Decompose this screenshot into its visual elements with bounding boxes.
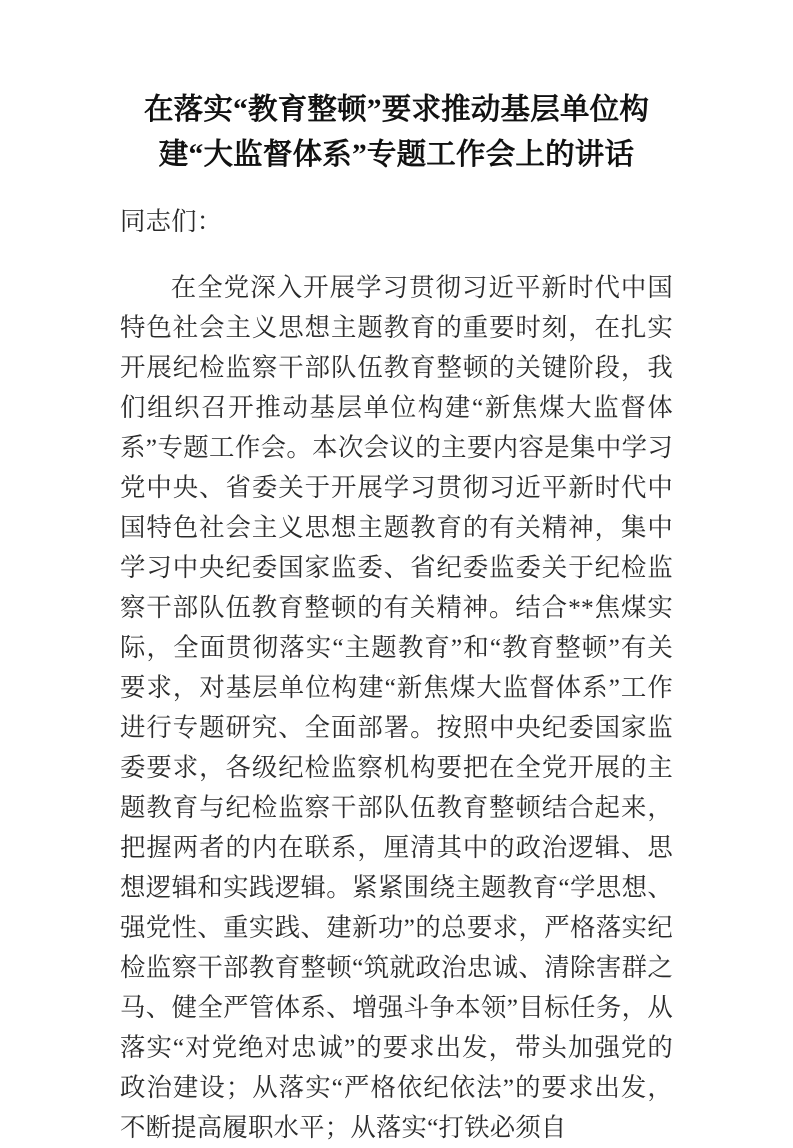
document-content [120,0,673,1148]
document-body [120,178,673,1148]
paragraph-spacer [120,242,673,268]
body-paragraph: 在全党深入开展学习贯彻习近平新时代中国特色社会主义思想主题教育的重要时刻，在扎实开展纪检监察干部队伍教育整顿的关键阶段，我们组织召开推动基层单位构建“新焦煤大监督体系”专题工作会。本次会议的主要内容是集中学习党中央、省委关于开展学习贯彻习近平新时代中国特色社会主义思想主题教育的有关精神，集中学习中央纪委国家监委、省纪委监委关于纪检监察干部队伍教育整顿的有关精神。结合**焦煤实际，全面贯彻落实“主题教育”和“教育整顿”有关要求，对基层单位构建“新焦煤大监督体系”工作进行专题研究、全面部署。按照中央纪委国家监委要求，各级纪检监察机构要把在全党开展的主题教育与纪检监察干部队伍教育整顿结合起来，把握两者的内在联系，厘清其中的政治逻辑、思想逻辑和实践逻辑。紧紧围绕主题教育“学思想、强党性、重实践、建新功”的总要求，严格落实纪检监察干部教育整顿“筑就政治忠诚、清除害群之马、健全严管体系、增强斗争本领”目标任务，从落实“对党绝对忠诚”的要求出发，带头加强党的政治建设；从落实“严格依纪依法”的要求出发，不断提高履职水平；从落实“打铁必须自 [120,274,673,1142]
salutation: 同志们： [120,208,223,236]
page-title: 在落实“教育整顿”要求推动基层单位构建“大监督体系”专题工作会上的讲话 [143,94,650,171]
